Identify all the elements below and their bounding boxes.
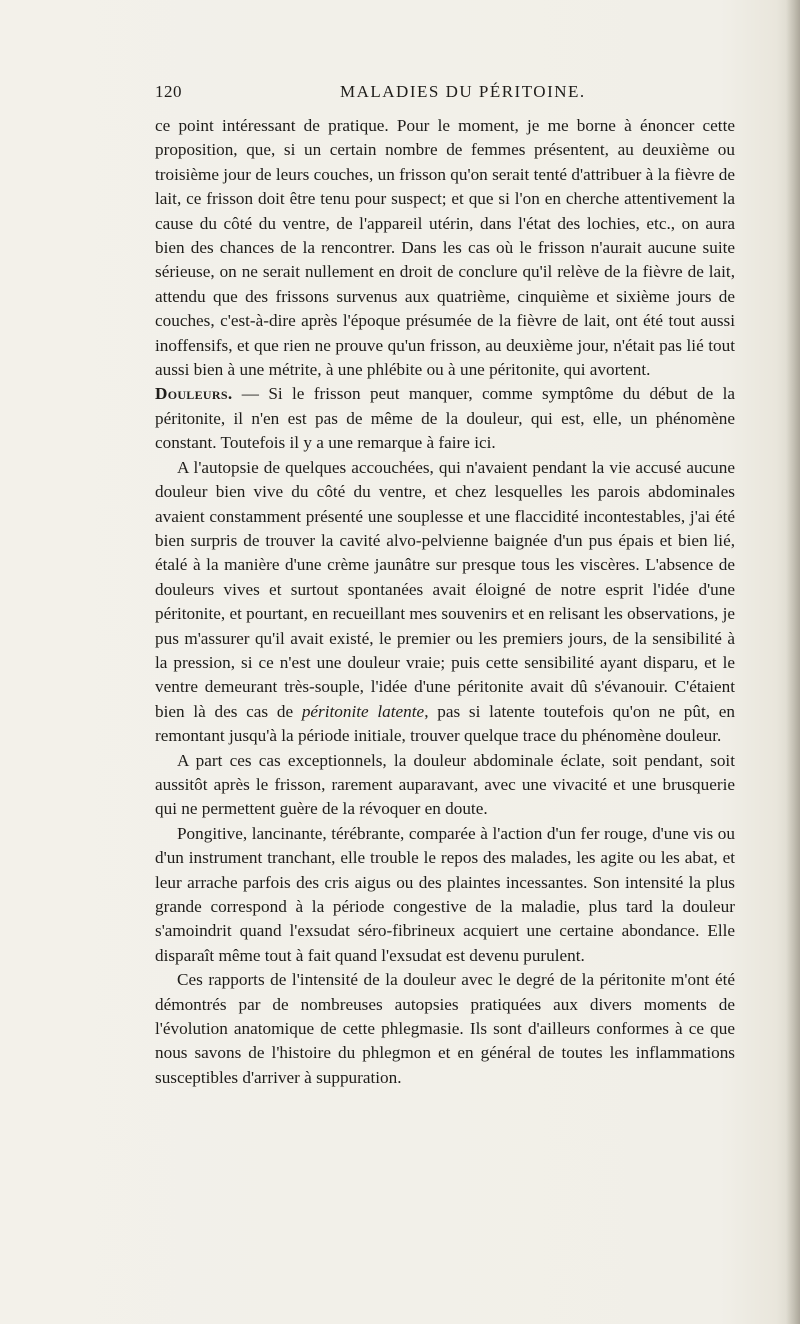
paragraph-autopsie <box>155 456 735 749</box>
paragraph-cas-exceptionnels: A part ces cas exceptionnels, la douleur abdominale éclate, soit pendant, soit aussitôt après le frisson, rarement auparavant, avec une vivacité et une brusquerie qui ne permettent guère de la révoquer en doute. <box>155 750 735 819</box>
running-title: MALADIES DU PÉRITOINE. <box>340 82 586 101</box>
page-number: 120 <box>155 82 182 101</box>
paragraph-autopsie-part-a: A l'autopsie de quelques accouchées, qui n'avaient pendant la vie accusé aucune douleur bien vive du côté du ventre, et chez lesquelles les parois abdominales avaient constamment présenté une souplesse et une flaccidité incontestables, j'ai été bien surpris de trouver la cavité alvo-pelvienne baignée d'un pus épais et bien lié, étalé à la manière d'une crème jaunâtre sur presque tous les viscères. L'absence de douleurs vives et surtout spontanées avait éloigné de notre esprit l'idée d'une péritonite, et pourtant, en recueillant mes souvenirs et en relisant les observations, je pus m'assurer qu'il avait existé, le premier ou les premiers jours, de la sensibilité à la pression, si ce n'est une douleur vraie; puis cette sensibilité ayant disparu, et le ventre demeurant très-souple, l'idée d'une péritonite avait dû s'évanouir. C'étaient bien là des cas de <box>155 457 735 721</box>
paragraph-frisson-continuation: ce point intéressant de pratique. Pour le moment, je me borne à énoncer cette proposition, que, si un certain nombre de femmes présentent, au deuxième ou troisième jour de leurs couches, un frisson qu'on serait tenté d'attribuer à la fièvre de lait, ce frisson doit être tenu pour suspect; et que si l'on en cherche attentivement la cause du côté du ventre, de l'appareil utérin, dans l'état des lochies, etc., on aura bien des chances de la rencontrer. Dans les cas où le frisson n'aurait aucune suite sérieuse, on ne serait nullement en droit de conclure qu'il relève de la fièvre de lait, attendu que des frissons survenus aux quatrième, cinquième et sixième jours de couches, c'est-à-dire après l'époque présumée de la fièvre de lait, ont été tout aussi inoffensifs, et que rien ne prouve qu'un frisson, au deuxième jour, n'était pas lié tout aussi bien à une métrite, à une phlébite ou à une péritonite, qui avortent. <box>155 116 735 380</box>
body-text <box>155 114 735 1090</box>
paragraph-rapports: Ces rapports de l'intensité de la douleur avec le degré de la péritonite m'ont été démontrés par de nombreuses autopsies pratiquées aux divers moments de l'évolution anatomique de cette phlegmasie. Ils sont d'ailleurs conformes à ce que nous savons de l'histoire du phlegmon et en général de toutes les inflammations susceptibles d'arriver à suppuration. <box>155 970 735 1087</box>
italic-term-peritonite-latente: péritonite latente <box>301 701 425 721</box>
paragraph-pongitive: Pongitive, lancinante, térébrante, comparée à l'action d'un fer rouge, d'une vis ou d'un instrument tranchant, elle trouble le repos des malades, les agite ou les abat, et leur arrache parfois des cris aigus ou des plaintes incessantes. Son intensité la plus grande correspond à la période congestive de la maladie, plus tard la douleur s'amoindrit quand l'exsudat séro-fibrineux acquiert une certaine abondance. Elle disparaît même tout à fait quand l'exsudat est devenu purulent. <box>155 823 735 965</box>
paragraph-douleurs <box>155 382 735 455</box>
page-header <box>155 82 735 106</box>
paragraph-douleurs-text: — Si le frisson peut manquer, comme symptôme du début de la péritonite, il n'en est pas de même de la douleur, qui est, elle, un phénomène constant. Toutefois il y a une remarque à faire ici. <box>155 384 735 453</box>
paragraph-autopsie-part-b: , pas si latente toutefois qu'on ne pût, en remontant jusqu'à la période initiale, trouver quelque trace du phénomène douleur. <box>155 701 735 746</box>
page-edge-shadow <box>786 0 800 1324</box>
section-heading-douleurs: Douleurs. <box>155 384 233 404</box>
